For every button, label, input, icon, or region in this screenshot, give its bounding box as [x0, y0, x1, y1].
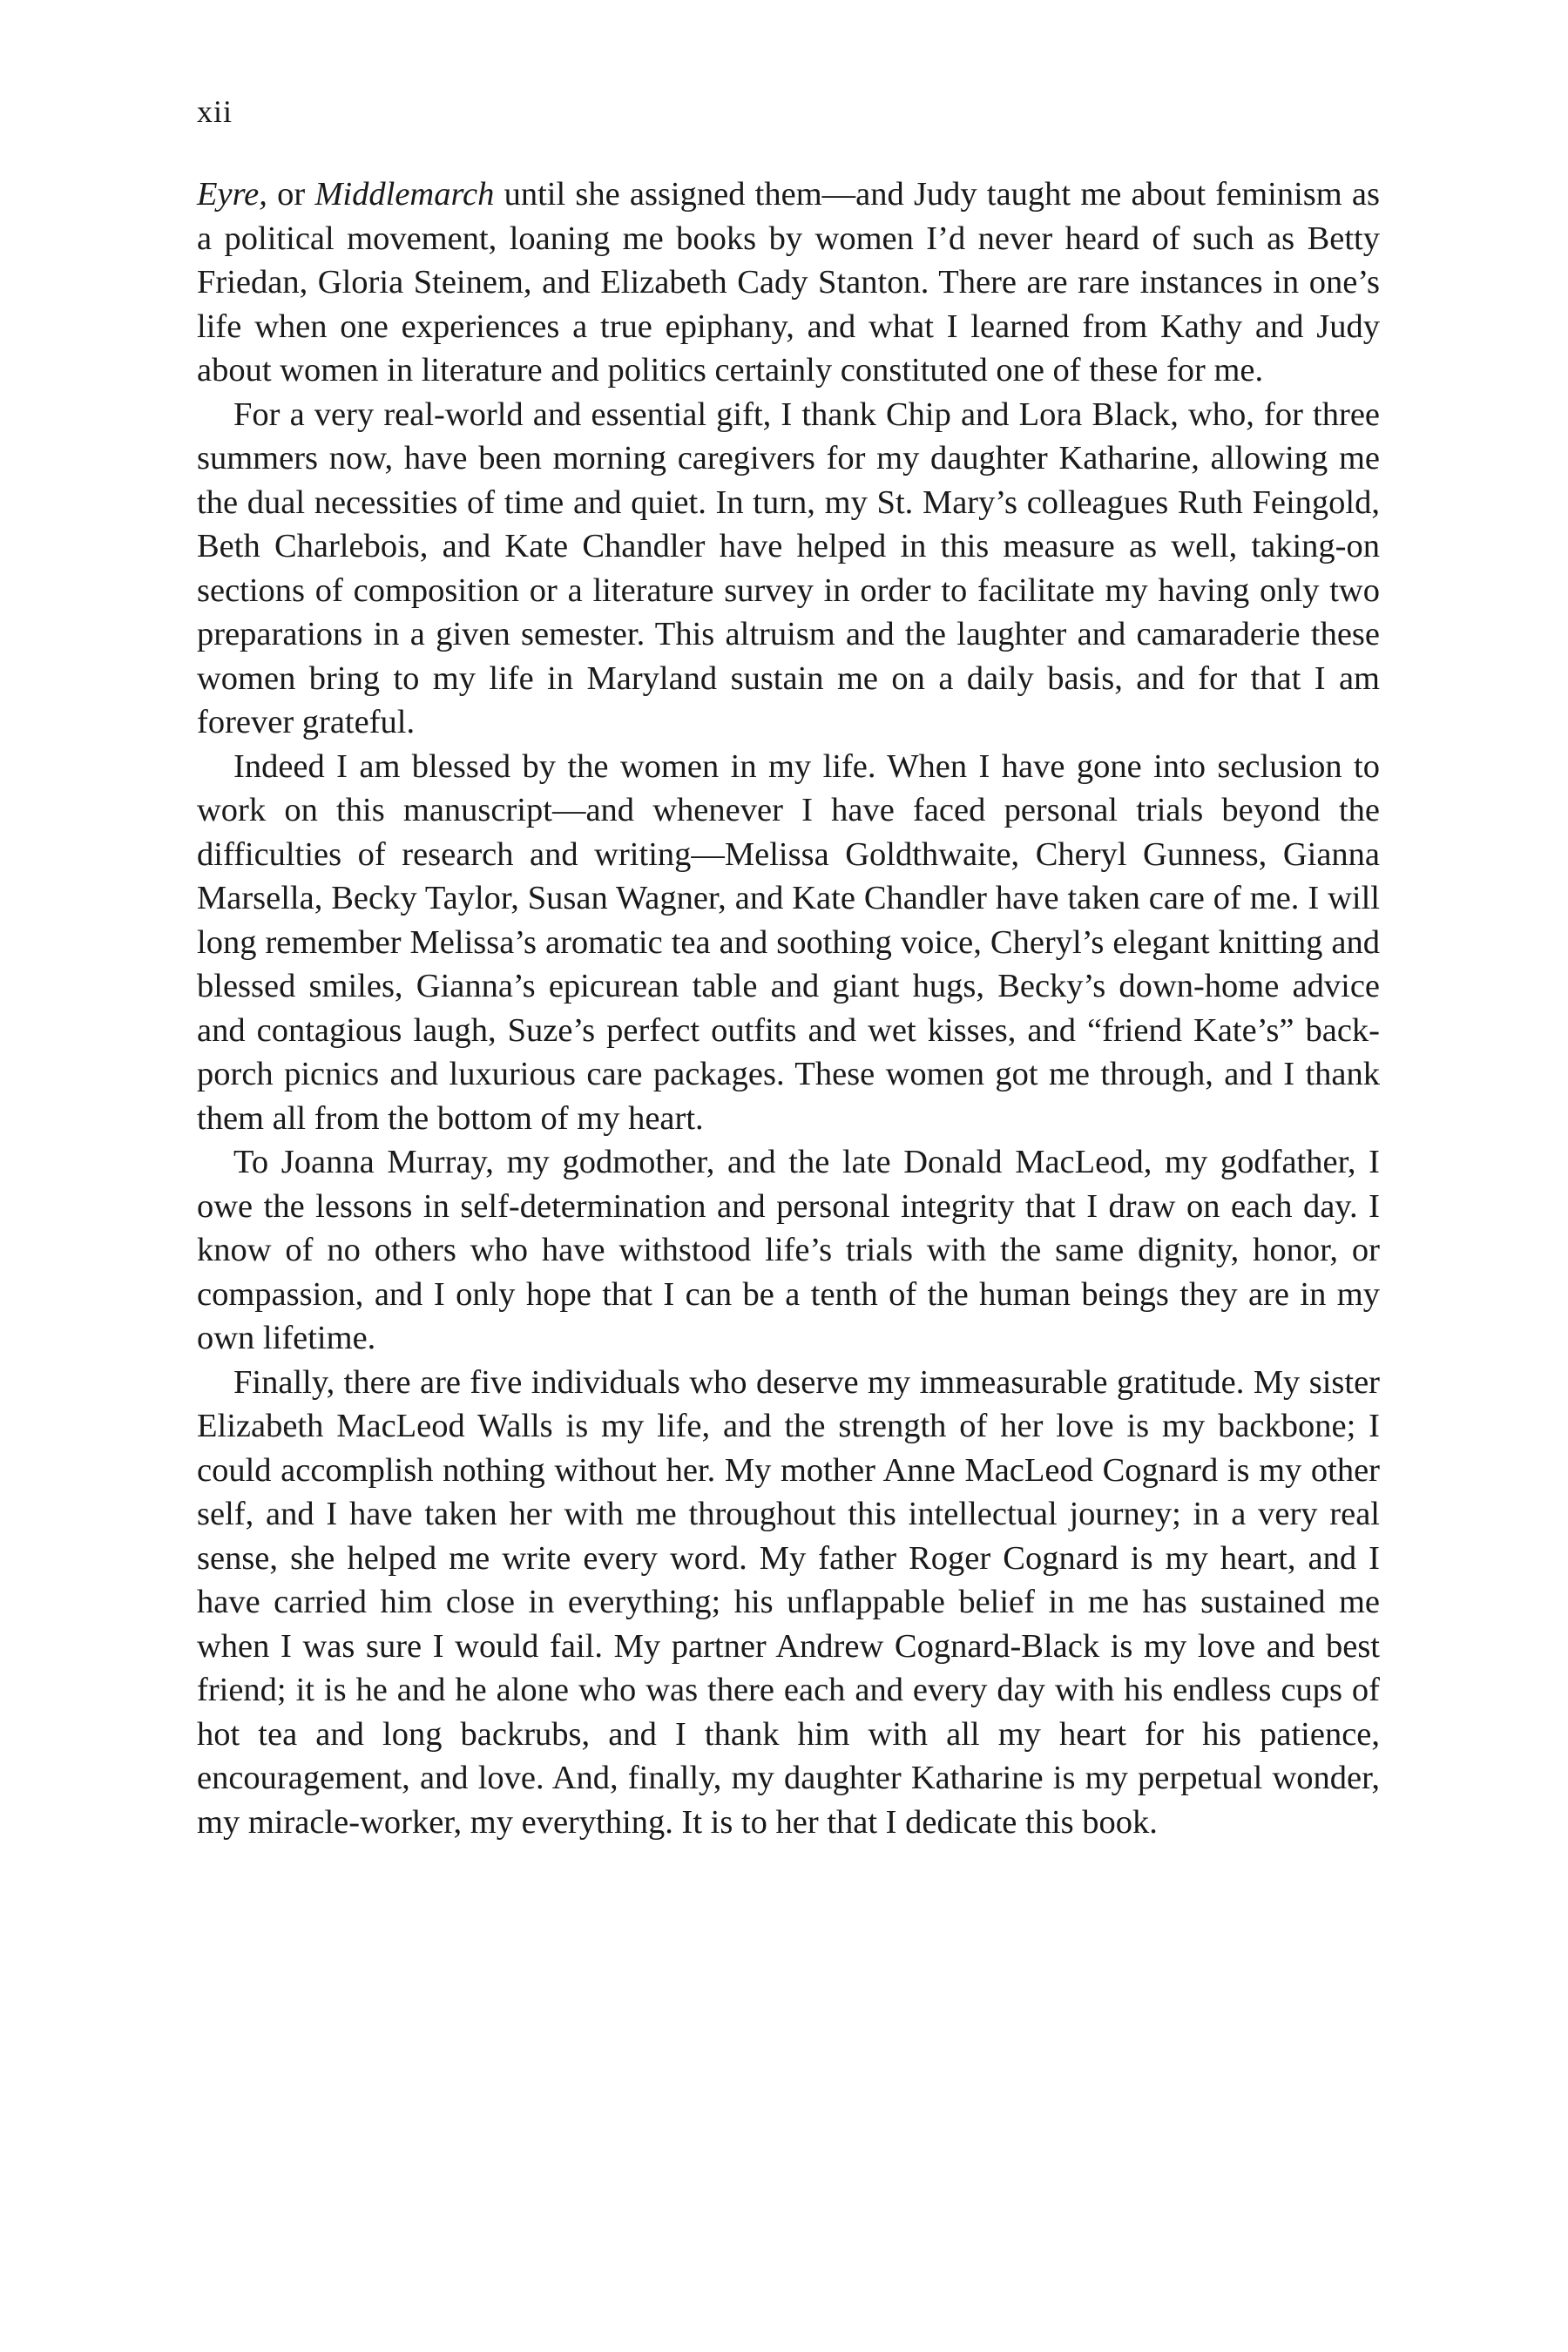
text-segment: Indeed I am blessed by the women in my life. When I have gone into seclusion to work on this manuscript—and whenever I have faced personal trials beyond the difficulties of research and writing—Melissa Goldthwaite, Cheryl Gunness, Gianna Marsella, Becky Taylor, Susan Wagner, and Kate Chandler have taken care of me. I will long remember Melissa’s aromatic tea and soothing voice, Cheryl’s elegant knitting and blessed smiles, Gianna’s epicurean table and giant hugs, Becky’s down-home advice and contagious laugh, Suze’s perfect outfits and wet kisses, and “friend Kate’s” back-porch picnics and luxurious care packages. These women got me through, and I thank them all from the bottom of my heart. — [197, 747, 1380, 1137]
body-text — [197, 172, 1380, 1844]
paragraph-p3 — [197, 745, 1380, 1141]
paragraph-p1 — [197, 172, 1380, 393]
paragraph-p5 — [197, 1361, 1380, 1845]
italic-title: Middlemarch — [314, 176, 495, 213]
paragraph-p2 — [197, 393, 1380, 745]
text-segment: To Joanna Murray, my godmother, and the late Donald MacLeod, my godfather, I owe the lessons in self-determination and personal integrity that I draw on each day. I know of no others who have withstood life’s trials with the same dignity, honor, or compassion, and I only hope that I can be a tenth of the human beings they are in my own lifetime. — [197, 1144, 1380, 1356]
paragraph-p4 — [197, 1140, 1380, 1361]
text-segment: For a very real-world and essential gift, I thank Chip and Lora Black, who, for three summers now, have been morning caregivers for my daughter Katharine, allowing me the dual necessities of time and quiet. In turn, my St. Mary’s colleagues Ruth Feingold, Beth Charlebois, and Kate Chandler have helped in this measure as well, taking-on sections of composition or a literature survey in order to facilitate my having only two preparations in a given semester. This altruism and the laughter and camaraderie these women bring to my life in Maryland sustain me on a daily basis, and for that I am forever grateful. — [197, 395, 1380, 740]
text-segment: Finally, there are five individuals who deserve my immeasurable gratitude. My sister Elizabeth MacLeod Walls is my life, and the strength of her love is my backbone; I could accomplish nothing without her. My mother Anne MacLeod Cognard is my other self, and I have taken her with me throughout this intellectual journey; in a very real sense, she helped me write every word. My father Roger Cognard is my heart, and I have carried him close in everything; his unflappable belief in me has sustained me when I was sure I would fail. My partner Andrew Cognard-Black is my love and best friend; it is he and he alone who was there each and every day with his endless cups of hot tea and long backrubs, and I thank him with all my heart for his patience, encouragement, and love. And, finally, my daughter Katharine is my perpetual wonder, my miracle-worker, my everything. It is to her that I dedicate this book. — [197, 1363, 1380, 1841]
italic-title: Eyre, — [197, 176, 267, 213]
page-number: xii — [197, 94, 233, 129]
text-segment: or — [267, 176, 315, 213]
text-segment: until she assigned them—and Judy taught me about feminism as a political movement, loaning me books by women I’d never heard of such as Betty Friedan, Gloria Steinem, and Elizabeth Cady Stanton. There are rare instances in one’s life when one experiences a true epiphany, and what I learned from Kathy and Judy about women in literature and politics certainly constituted one of these for me. — [197, 176, 1380, 389]
